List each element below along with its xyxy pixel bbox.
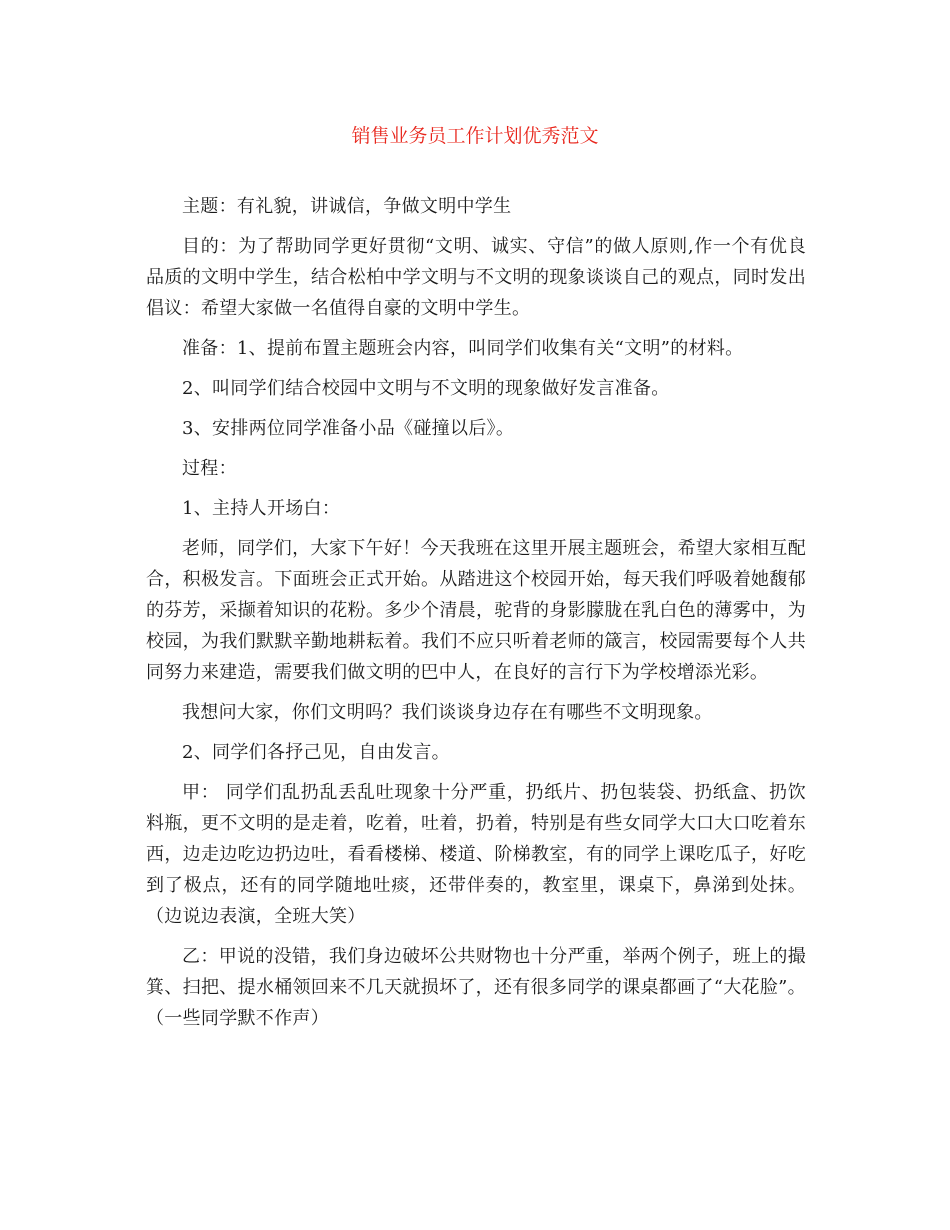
paragraph-preparation-3: 3、安排两位同学准备小品《碰撞以后》。 [182, 418, 515, 439]
paragraph-discussion-heading: 2、同学们各抒己见，自由发言。 [182, 742, 450, 763]
document-body [146, 191, 806, 1043]
paragraph-preparation-1: 准备：1、提前布置主题班会内容，叫同学们收集有关“文明”的材料。 [182, 338, 744, 359]
paragraph-preparation-2: 2、叫同学们结合校园中文明与不文明的现象做好发言准备。 [182, 378, 670, 399]
paragraph-student-b: 乙：甲说的没错，我们身边破坏公共财物也十分严重，举两个例子，班上的撮箕、扫把、提水桶领回来不几天就损坏了，还有很多同学的课桌都画了“大花脸”。（一些同学默不作声） [146, 946, 806, 1029]
paragraph-purpose: 目的：为了帮助同学更好贯彻“文明、诚实、守信”的做人原则,作一个有优良品质的文明中学生，结合松柏中学文明与不文明的现象谈谈自己的观点，同时发出倡议：希望大家做一名值得自豪的文明中学生。 [146, 236, 806, 319]
paragraph-host-opening-heading: 1、主持人开场白： [182, 498, 341, 519]
paragraph-host-speech: 老师，同学们，大家下午好！今天我班在这里开展主题班会，希望大家相互配合，积极发言。下面班会正式开始。从踏进这个校园开始，每天我们呼吸着她馥郁的芬芳，采撷着知识的花粉。多少个清晨，驼背的身影朦胧在乳白色的薄雾中，为校园，为我们默默辛勤地耕耘着。我们不应只听着老师的箴言，校园需要每个人共同努力来建造，需要我们做文明的巴中人，在良好的言行下为学校增添光彩。 [146, 538, 806, 683]
paragraph-process-heading: 过程： [182, 458, 237, 479]
document-title: 销售业务员工作计划优秀范文 [351, 125, 599, 147]
paragraph-question: 我想问大家，你们文明吗？我们谈谈身边存在有哪些不文明现象。 [182, 702, 713, 723]
paragraph-student-a: 甲： 同学们乱扔乱丢乱吐现象十分严重，扔纸片、扔包装袋、扔纸盒、扔饮料瓶，更不文明的是走着，吃着，吐着，扔着，特别是有些女同学大口大口吃着东西，边走边吃边扔边吐，看看楼梯、楼道、阶梯教室，有的同学上课吃瓜子，好吃到了极点，还有的同学随地吐痰，还带伴奏的，教室里，课桌下，鼻涕到处抹。（边说边表演，全班大笑） [146, 782, 806, 927]
paragraph-theme: 主题：有礼貌，讲诚信，争做文明中学生 [182, 196, 512, 217]
